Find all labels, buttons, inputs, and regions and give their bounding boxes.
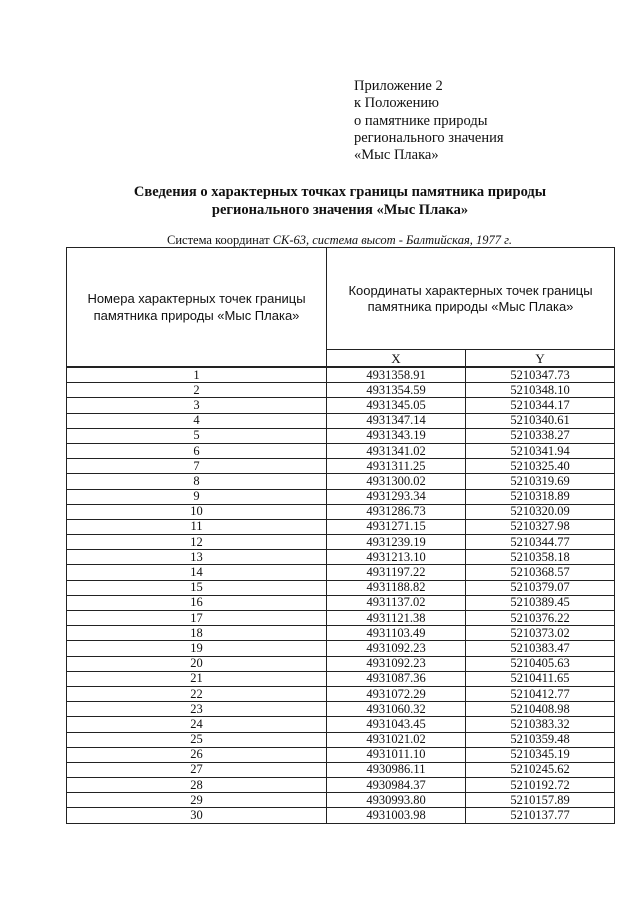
table-row <box>67 383 615 398</box>
point-number-cell: 8 <box>67 474 327 489</box>
table-row <box>67 398 615 413</box>
document-title <box>40 183 640 219</box>
point-number-cell: 6 <box>67 443 327 458</box>
x-coordinate-cell: 4931354.59 <box>327 383 466 398</box>
point-number-cell: 25 <box>67 732 327 747</box>
point-number-cell: 5 <box>67 428 327 443</box>
x-coordinate-cell: 4931239.19 <box>327 535 466 550</box>
table-row <box>67 808 615 823</box>
point-number-cell: 13 <box>67 550 327 565</box>
point-number-cell: 3 <box>67 398 327 413</box>
point-number-cell: 4 <box>67 413 327 428</box>
x-coordinate-cell: 4931072.29 <box>327 686 466 701</box>
y-coordinate-cell: 5210348.10 <box>466 383 615 398</box>
point-number-cell: 28 <box>67 778 327 793</box>
x-coordinate-cell: 4930993.80 <box>327 793 466 808</box>
y-coordinate-cell: 5210376.22 <box>466 611 615 626</box>
y-coordinate-cell: 5210192.72 <box>466 778 615 793</box>
point-number-cell: 29 <box>67 793 327 808</box>
y-coordinate-cell: 5210412.77 <box>466 686 615 701</box>
appendix-line: Приложение 2 <box>354 78 443 94</box>
y-coordinate-cell: 5210359.48 <box>466 732 615 747</box>
y-coordinate-cell: 5210320.09 <box>466 504 615 519</box>
point-number-cell: 2 <box>67 383 327 398</box>
point-number-cell: 12 <box>67 535 327 550</box>
y-coordinate-cell: 5210341.94 <box>466 443 615 458</box>
table-row <box>67 595 615 610</box>
y-coordinate-cell: 5210245.62 <box>466 762 615 777</box>
point-number-cell: 20 <box>67 656 327 671</box>
coordinate-system-note <box>66 233 613 247</box>
table-row <box>67 580 615 595</box>
x-coordinate-cell: 4931358.91 <box>327 367 466 383</box>
header-point-numbers: Номера характерных точек границы памятника природы «Мыс Плака» <box>67 248 327 368</box>
point-number-cell: 26 <box>67 747 327 762</box>
point-number-cell: 15 <box>67 580 327 595</box>
point-number-cell: 9 <box>67 489 327 504</box>
x-coordinate-cell: 4931293.34 <box>327 489 466 504</box>
x-coordinate-cell: 4931137.02 <box>327 595 466 610</box>
point-number-cell: 1 <box>67 367 327 383</box>
point-number-cell: 10 <box>67 504 327 519</box>
x-coordinate-cell: 4931021.02 <box>327 732 466 747</box>
title-line-2: регионального значения «Мыс Плака» <box>211 202 469 218</box>
y-coordinate-cell: 5210345.19 <box>466 747 615 762</box>
x-coordinate-cell: 4931121.38 <box>327 611 466 626</box>
x-coordinate-cell: 4931197.22 <box>327 565 466 580</box>
table-row <box>67 793 615 808</box>
x-coordinate-cell: 4931092.23 <box>327 656 466 671</box>
appendix-line: о памятнике природы <box>354 112 488 129</box>
appendix-note <box>354 78 504 164</box>
coordinate-system-value: СК-63, система высот - Балтийская, 1977 г. <box>272 233 512 247</box>
table-row <box>67 489 615 504</box>
table-row <box>67 474 615 489</box>
x-coordinate-cell: 4931345.05 <box>327 398 466 413</box>
y-coordinate-cell: 5210389.45 <box>466 595 615 610</box>
y-coordinate-cell: 5210340.61 <box>466 413 615 428</box>
y-coordinate-cell: 5210327.98 <box>466 519 615 534</box>
appendix-line: «Мыс Плака» <box>354 147 439 164</box>
table-row <box>67 565 615 580</box>
y-coordinate-cell: 5210157.89 <box>466 793 615 808</box>
x-coordinate-cell: 4931286.73 <box>327 504 466 519</box>
x-coordinate-cell: 4931347.14 <box>327 413 466 428</box>
y-coordinate-cell: 5210383.47 <box>466 641 615 656</box>
header-coordinates: Координаты характерных точек границы памятника природы «Мыс Плака» <box>327 248 615 350</box>
point-number-cell: 23 <box>67 702 327 717</box>
x-coordinate-cell: 4931213.10 <box>327 550 466 565</box>
x-coordinate-cell: 4931011.10 <box>327 747 466 762</box>
y-coordinate-cell: 5210325.40 <box>466 459 615 474</box>
x-coordinate-cell: 4931103.49 <box>327 626 466 641</box>
table-row <box>67 671 615 686</box>
table-row <box>67 732 615 747</box>
table-row <box>67 367 615 383</box>
header-x: X <box>327 350 466 368</box>
table-row <box>67 550 615 565</box>
table-row <box>67 656 615 671</box>
y-coordinate-cell: 5210338.27 <box>466 428 615 443</box>
coordinate-system-prefix: Система координат <box>167 233 273 247</box>
x-coordinate-cell: 4931300.02 <box>327 474 466 489</box>
y-coordinate-cell: 5210137.77 <box>466 808 615 823</box>
boundary-points-table <box>66 247 615 824</box>
x-coordinate-cell: 4930986.11 <box>327 762 466 777</box>
y-coordinate-cell: 5210411.65 <box>466 671 615 686</box>
y-coordinate-cell: 5210319.69 <box>466 474 615 489</box>
table-row <box>67 611 615 626</box>
table-row <box>67 535 615 550</box>
y-coordinate-cell: 5210358.18 <box>466 550 615 565</box>
x-coordinate-cell: 4931003.98 <box>327 808 466 823</box>
table-row <box>67 747 615 762</box>
point-number-cell: 17 <box>67 611 327 626</box>
x-coordinate-cell: 4931271.15 <box>327 519 466 534</box>
x-coordinate-cell: 4931343.19 <box>327 428 466 443</box>
point-number-cell: 24 <box>67 717 327 732</box>
x-coordinate-cell: 4931092.23 <box>327 641 466 656</box>
y-coordinate-cell: 5210318.89 <box>466 489 615 504</box>
x-coordinate-cell: 4931341.02 <box>327 443 466 458</box>
point-number-cell: 16 <box>67 595 327 610</box>
table-row <box>67 641 615 656</box>
table-row <box>67 762 615 777</box>
point-number-cell: 22 <box>67 686 327 701</box>
point-number-cell: 18 <box>67 626 327 641</box>
table-row <box>67 413 615 428</box>
point-number-cell: 11 <box>67 519 327 534</box>
point-number-cell: 21 <box>67 671 327 686</box>
y-coordinate-cell: 5210408.98 <box>466 702 615 717</box>
table-row <box>67 428 615 443</box>
y-coordinate-cell: 5210405.63 <box>466 656 615 671</box>
y-coordinate-cell: 5210373.02 <box>466 626 615 641</box>
point-number-cell: 19 <box>67 641 327 656</box>
table-body <box>67 367 615 823</box>
x-coordinate-cell: 4930984.37 <box>327 778 466 793</box>
point-number-cell: 7 <box>67 459 327 474</box>
y-coordinate-cell: 5210347.73 <box>466 367 615 383</box>
table-row <box>67 459 615 474</box>
table-row <box>67 504 615 519</box>
table-row <box>67 717 615 732</box>
y-coordinate-cell: 5210344.17 <box>466 398 615 413</box>
point-number-cell: 27 <box>67 762 327 777</box>
table-row <box>67 702 615 717</box>
y-coordinate-cell: 5210383.32 <box>466 717 615 732</box>
x-coordinate-cell: 4931043.45 <box>327 717 466 732</box>
table-row <box>67 686 615 701</box>
table-row <box>67 443 615 458</box>
title-line-1: Сведения о характерных точках границы памятника природы <box>133 184 547 200</box>
table-row <box>67 626 615 641</box>
y-coordinate-cell: 5210379.07 <box>466 580 615 595</box>
point-number-cell: 30 <box>67 808 327 823</box>
x-coordinate-cell: 4931060.32 <box>327 702 466 717</box>
x-coordinate-cell: 4931188.82 <box>327 580 466 595</box>
y-coordinate-cell: 5210368.57 <box>466 565 615 580</box>
x-coordinate-cell: 4931087.36 <box>327 671 466 686</box>
x-coordinate-cell: 4931311.25 <box>327 459 466 474</box>
table-row <box>67 519 615 534</box>
appendix-line: регионального значения <box>354 129 504 146</box>
appendix-line: к Положению <box>354 95 439 112</box>
y-coordinate-cell: 5210344.77 <box>466 535 615 550</box>
header-y: Y <box>466 350 615 368</box>
table-row <box>67 778 615 793</box>
point-number-cell: 14 <box>67 565 327 580</box>
